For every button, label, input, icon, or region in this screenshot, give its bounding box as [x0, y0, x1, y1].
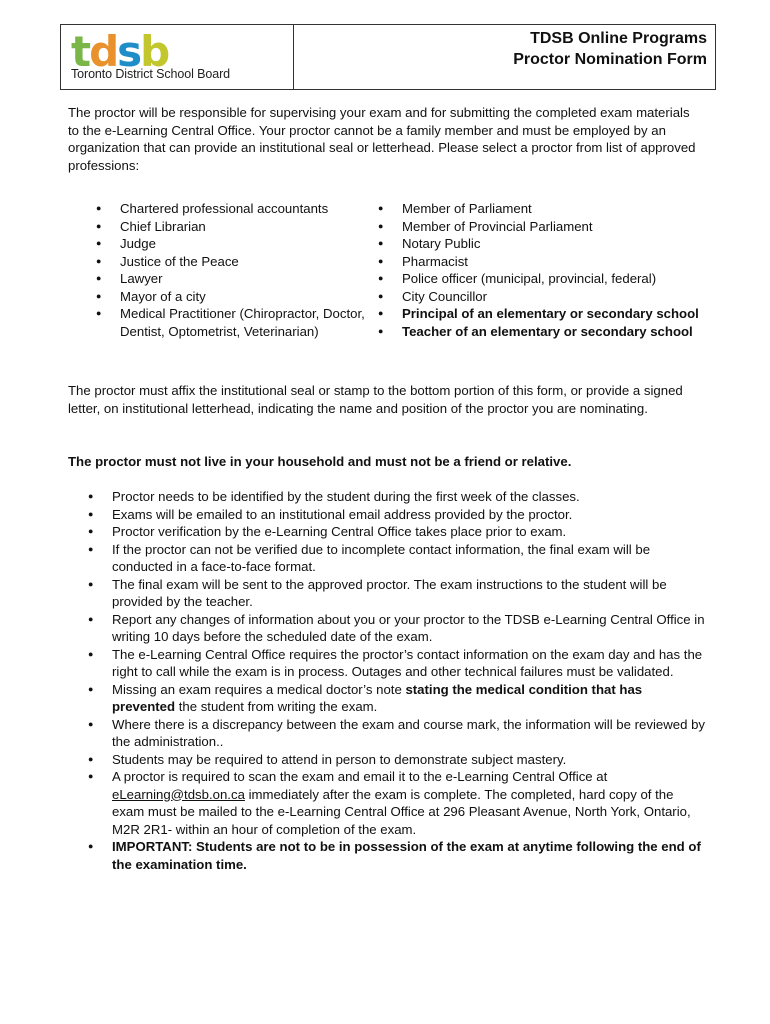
professions-right-column	[370, 200, 700, 340]
form-title	[294, 25, 715, 89]
proctor-rules-list	[76, 488, 706, 873]
list-item: ● If the proctor can not be verified due to incomplete contact information, the final exam will be conducted in a face-to-face format.	[76, 541, 706, 576]
title-form-name: Proctor Nomination Form	[513, 51, 707, 68]
rule-text: immediately after the exam is complete. The completed, hard copy of the exam must be mailed to the e-Learning Central Office at 296 Pleasant Avenue, North York, Ontario, M2R 2R1- within an hour of completion of the exam.	[112, 786, 691, 837]
logo-letter-s: s	[117, 27, 141, 76]
list-item: ● Pharmacist	[370, 253, 700, 271]
list-item: ● Teacher of an elementary or secondary school	[370, 323, 700, 341]
professions-left-column	[88, 200, 370, 340]
logo-letter-t: t	[71, 27, 90, 76]
title-programs: TDSB Online Programs	[530, 30, 707, 47]
list-item: ● Exams will be emailed to an institutional email address provided by the proctor.	[76, 506, 706, 524]
board-name: Toronto District School Board	[71, 67, 230, 81]
list-item: ● Students may be required to attend in person to demonstrate subject mastery.	[76, 751, 706, 769]
list-item	[76, 768, 706, 838]
tdsb-logo	[61, 25, 294, 89]
rule-text: the student from writing the exam.	[175, 699, 378, 714]
list-item: ● Proctor needs to be identified by the student during the first week of the classes.	[76, 488, 706, 506]
list-item: ● Mayor of a city	[88, 288, 370, 306]
elearning-email-link[interactable]: eLearning@tdsb.on.ca	[112, 786, 245, 802]
rule-text: Missing an exam requires a medical doctor’s note	[112, 681, 406, 697]
list-item: ● The e-Learning Central Office requires the proctor’s contact information on the exam day and has the right to call while the exam is in process. Outages and other technical failures must be validated.	[76, 646, 706, 681]
list-item	[76, 681, 706, 716]
intro-paragraph: The proctor will be responsible for supervising your exam and for submitting the completed exam materials to the e-Learning Central Office. Your proctor cannot be a family member and must be employed by an organization that can provide an institutional seal or letterhead. Please select a proctor from list of approved professions:	[68, 105, 696, 173]
list-item: ● Where there is a discrepancy between the exam and course mark, the information will be reviewed by the administration..	[76, 716, 706, 751]
list-item: ● Proctor verification by the e-Learning Central Office takes place prior to exam.	[76, 523, 706, 541]
rule-text: A proctor is required to scan the exam and email it to the e-Learning Central Office at	[112, 769, 608, 784]
logo-letter-d: d	[89, 27, 118, 76]
list-item: ● Police officer (municipal, provincial, federal)	[370, 270, 700, 288]
list-item: ● Member of Parliament	[370, 200, 700, 218]
list-item: ● Lawyer	[88, 270, 370, 288]
list-item: ● Judge	[88, 235, 370, 253]
list-item: ● City Councillor	[370, 288, 700, 306]
rule-emphasis: stating the medical condition that has prevented	[112, 681, 643, 714]
list-item: ● Justice of the Peace	[88, 253, 370, 271]
household-warning: The proctor must not live in your household and must not be a friend or relative.	[68, 454, 572, 469]
header-table	[60, 24, 716, 90]
logo-letter-b: b	[140, 27, 169, 76]
list-item: ● IMPORTANT: Students are not to be in possession of the exam at anytime following the end of the examination time.	[76, 838, 706, 873]
professions-list	[88, 200, 708, 340]
list-item: ● Report any changes of information about you or your proctor to the TDSB e-Learning Central Office in writing 10 days before the scheduled date of the exam.	[76, 611, 706, 646]
list-item: ● Notary Public	[370, 235, 700, 253]
list-item: ● The final exam will be sent to the approved proctor. The exam instructions to the student will be provided by the teacher.	[76, 576, 706, 611]
list-item: ● Principal of an elementary or secondary school	[370, 305, 700, 323]
list-item: ● Chartered professional accountants	[88, 200, 370, 218]
seal-paragraph: The proctor must affix the institutional seal or stamp to the bottom portion of this form, or provide a signed letter, on institutional letterhead, indicating the name and position of the proctor you are nominating.	[68, 383, 683, 416]
list-item: ● Member of Provincial Parliament	[370, 218, 700, 236]
list-item: ● Medical Practitioner (Chiropractor, Doctor, Dentist, Optometrist, Veterinarian)	[88, 305, 370, 340]
list-item: ● Chief Librarian	[88, 218, 370, 236]
